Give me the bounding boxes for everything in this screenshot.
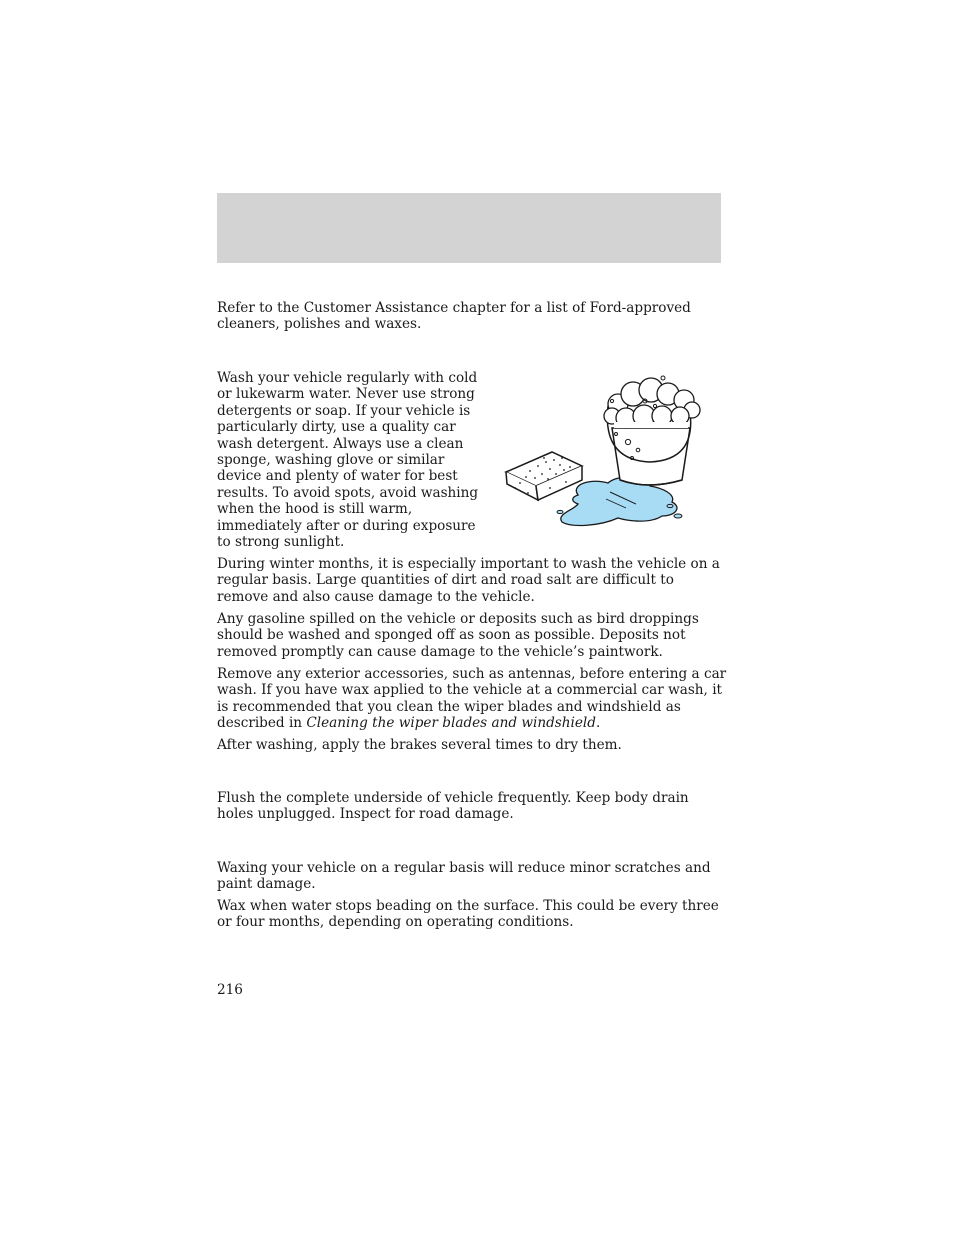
washing-paragraph-4-lead: Remove any exterior accessories, such as antennas, before entering a car wash. If you have wax applied to the vehicle at a commercial car wash, it is recommended that you clean the wiper blades and windshield as described in	[217, 666, 727, 732]
washing-paragraph-1: Wash your vehicle regularly with cold or lukewarm water. Never use strong detergents or soap. If your vehicle is particularly dirty, use a quality car wash detergent. Always use a clean sponge, washing glove or similar device and plenty of water for best results. To avoid spots, avoid washing when the hood is still warm, immediately after or during exposure to strong sunlight.	[217, 370, 479, 551]
washing-paragraph-2: During winter months, it is especially important to wash the vehicle on a regular basis. Large quantities of dirt and road salt are difficult to remove and also cause damage to the vehicle.	[217, 556, 720, 605]
wiper-cleaning-reference: Cleaning the wiper blades and windshield	[306, 715, 596, 732]
washing-paragraph-4	[217, 666, 727, 732]
section-header-band	[217, 193, 721, 263]
washing-paragraph-3: Any gasoline spilled on the vehicle or deposits such as bird droppings should be washed and sponged off as soon as possible. Deposits not removed promptly can cause damage to the vehicle’s paintwork.	[217, 611, 699, 660]
washing-paragraph-5: After washing, apply the brakes several times to dry them.	[217, 737, 622, 753]
intro-paragraph: Refer to the Customer Assistance chapter for a list of Ford-approved cleaners, polishes and waxes.	[217, 300, 691, 333]
page-number: 216	[217, 982, 243, 998]
underbody-paragraph: Flush the complete underside of vehicle frequently. Keep body drain holes unplugged. Inspect for road damage.	[217, 790, 689, 823]
waxing-paragraph-2: Wax when water stops beading on the surface. This could be every three or four months, depending on operating conditions.	[217, 898, 719, 931]
bucket-sponge-icon	[500, 370, 705, 535]
waxing-paragraph-1: Waxing your vehicle on a regular basis will reduce minor scratches and paint damage.	[217, 860, 711, 893]
washing-paragraph-4-end: .	[595, 715, 601, 732]
